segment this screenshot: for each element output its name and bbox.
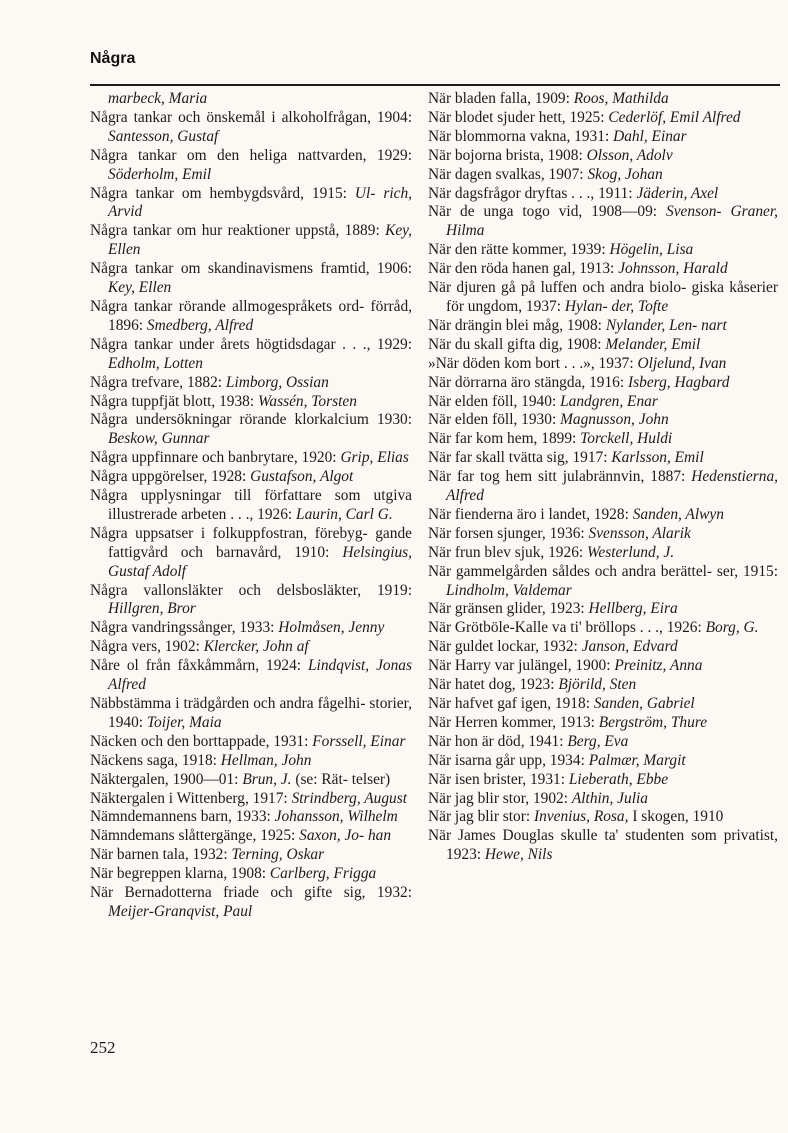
entry-title: När jag blir stor: [428,808,534,826]
index-entry [90,222,412,260]
index-entry [90,487,412,525]
entry-title: När bojorna brista, 1908: [428,146,587,164]
entry-title: Några tankar under årets högtidsdagar . . ., 1929: [90,335,412,353]
entry-author: Brun, J. [242,770,292,788]
entry-title: Några uppfinnare och banbrytare, 1920: [90,449,341,467]
entry-author: Hedenstierna, Alfred [446,468,778,505]
index-entry [90,865,412,884]
entry-title: När blodet sjuder hett, 1925: [428,108,609,126]
entry-title: När frun blev sjuk, 1926: [428,543,588,561]
index-entry [428,260,778,279]
entry-author: Sanden, Gabriel [593,695,695,712]
entry-author: Janson, Edvard [581,638,678,656]
index-entry [428,544,778,563]
entry-author: Karlsson, Emil [611,449,704,467]
entry-title: Några tankar om skandinavismens framtid, 1906: [90,260,412,278]
index-entry [428,525,778,544]
entry-author: Klercker, John af [203,638,309,656]
entry-author: Althin, Julia [571,789,648,807]
index-entry [90,90,412,109]
entry-author: Edholm, Lotten [108,354,203,372]
entry-author: Bergström, Thure [598,713,708,731]
index-entry [428,393,778,412]
entry-title: När gränsen glider, 1923: [428,600,589,618]
index-entry [90,260,412,298]
index-entry [428,411,778,430]
entry-title: När dörrarna äro stängda, 1916: [428,373,629,391]
entry-author: Grip, Elias [340,449,409,467]
entry-title: När Herren kommer, 1913: [428,713,599,731]
entry-author: Toijer, Maia [146,713,222,731]
entry-author: Smedberg, Alfred [146,316,254,334]
entry-title: När far tog hem sitt julabrännvin, 1887: [428,468,692,486]
index-entry [90,638,412,657]
index-entry [428,203,778,241]
header-rule [90,84,780,86]
entry-author: Melander, Emil [605,335,701,353]
entry-title: När gammelgården såldes och andra berättel- ser, 1915: [428,562,778,580]
entry-author: Cederlöf, Emil Alfred [608,108,741,126]
index-entry [428,147,778,166]
entry-title: När fienderna äro i landet, 1928: [428,505,633,523]
entry-title: När blommorna vakna, 1931: [428,127,614,145]
entry-title: När elden föll, 1930: [428,411,561,429]
index-entry [90,790,412,809]
index-entry [428,506,778,525]
page-header: Några [90,50,136,67]
entry-author: Key, Ellen [108,279,172,297]
index-entry [428,695,778,714]
entry-title: När isarna går upp, 1934: [428,751,589,769]
entry-author: Magnusson, John [560,411,669,429]
entry-title: Några upplysningar till författare som utgiva illustrerade arbeten . . ., 1926: [90,487,412,523]
entry-author: Hellman, John [220,751,312,769]
index-entry [428,109,778,128]
index-entry [428,468,778,506]
entry-title: När begreppen klarna, 1908: [90,865,270,883]
entry-author: Berg, Eva [567,732,629,750]
entry-author: Terning, Oskar [231,846,325,864]
entry-author: Björild, Sten [558,676,637,694]
entry-title: Nämndemannens barn, 1933: [90,808,275,826]
entry-author: Wassén, Torsten [257,392,357,410]
entry-author: Strindberg, August [291,789,407,807]
entry-author: Holmåsen, Jenny [278,619,385,637]
entry-author: Hellberg, Eira [588,600,678,618]
entry-note: (se: Rät- telser) [291,770,391,788]
entry-title: När far skall tvätta sig, 1917: [428,449,612,467]
entry-author: Ul- rich, Arvid [108,184,412,221]
entry-author: Svensson, Alarik [588,524,691,542]
entry-title: När isen brister, 1931: [428,770,569,788]
entry-title: Näktergalen i Wittenberg, 1917: [90,789,292,807]
index-entry [90,336,412,374]
entry-author: Saxon, Jo- han [299,827,392,845]
index-entry [90,733,412,752]
entry-author: Johansson, Wilhelm [274,808,398,826]
index-entry [90,827,412,846]
index-entry [90,411,412,449]
entry-title: Några tankar rörande allmogespråkets ord- förråd, 1896: [90,297,412,334]
entry-title: Några tankar och önskemål i alkoholfrågan, 1904: [90,108,412,126]
index-entry [428,790,778,809]
entry-author: Hillgren, Bror [108,600,196,618]
index-entry [428,128,778,147]
entry-author: Beskow, Gunnar [108,430,210,448]
index-entry [428,638,778,657]
entry-author: Landgren, Enar [560,392,658,410]
entry-title: Näktergalen, 1900—01: [90,770,243,788]
index-entry [90,657,412,695]
left-column [90,90,412,922]
index-entry [428,374,778,393]
index-entry [428,619,778,638]
entry-title: Näbbstämma i trädgården och andra fågelhi- storier, 1940: [90,695,412,731]
index-entry [90,771,412,790]
entry-title: Näckens saga, 1918: [90,751,221,769]
entry-author: Hewe, Nils [484,846,553,864]
entry-author: marbeck, Maria [108,90,208,107]
entry-author: Sanden, Alwyn [632,505,724,523]
index-entry [428,449,778,468]
entry-author: Preinitz, Anna [614,657,703,675]
entry-author: Olsson, Adolv [586,146,673,164]
index-entry [90,393,412,412]
entry-title: När forsen sjunger, 1936: [428,524,589,542]
index-entry [428,355,778,374]
index-entry [90,298,412,336]
entry-title: Några undersökningar rörande klorkalcium 1930: [90,411,412,429]
entry-title: När djuren gå på luffen och andra biolo- giska kåserier för ungdom, 1937: [428,279,778,315]
entry-title: När du skall gifta dig, 1908: [428,335,606,353]
entry-title: Några tankar om hembygdsvård, 1915: [90,184,355,202]
entry-title: Några trefvare, 1882: [90,373,226,391]
entry-title: När jag blir stor, 1902: [428,789,572,807]
index-entry [428,676,778,695]
entry-title: Några tuppfjät blott, 1938: [90,392,258,410]
entry-title: Några vallonsläkter och delsbosläkter, 1919: [90,581,412,599]
entry-title: Några tankar om hur reaktioner uppstå, 1889: [90,222,386,240]
page-number: 252 [90,1038,116,1057]
index-entry [428,600,778,619]
entry-title: Några uppsatser i folkuppfostran, förebyg- gande fattigvård och barnavård, 1910: [90,524,412,561]
entry-author: Santesson, Gustaf [108,127,219,145]
index-entry [428,336,778,355]
entry-title: Näcken och den borttappade, 1931: [90,732,313,750]
entry-title: Nämndemans slåttergänge, 1925: [90,827,300,845]
entry-author: Nylander, Len- nart [605,316,727,334]
entry-author: Johnsson, Harald [618,260,728,278]
index-entry [428,185,778,204]
entry-title: När hon är död, 1941: [428,732,568,750]
entry-author: Meijer-Granqvist, Paul [108,902,253,920]
entry-author: Helsingius, Gustaf Adolf [108,543,412,580]
index-entry [428,430,778,449]
index-entry [90,695,412,733]
entry-author: Borg, G. [705,619,759,637]
index-entry [428,733,778,752]
index-entry [90,525,412,582]
entry-author: Forssell, Einar [312,732,406,750]
entry-title: När far kom hem, 1899: [428,430,581,448]
entry-author: Oljelund, Ivan [637,354,727,372]
entry-title: När de unga togo vid, 1908—09: [428,203,666,221]
index-entry [428,241,778,260]
entry-title: När guldet lockar, 1932: [428,638,582,656]
entry-author: Torckell, Huldi [580,430,673,448]
index-entry [428,563,778,601]
entry-author: Limborg, Ossian [225,373,329,391]
entry-title: När elden föll, 1940: [428,392,561,410]
entry-title: När Bernadotterna friade och gifte sig, 1932: [90,884,412,902]
index-entry [90,185,412,223]
entry-title: När dagen svalkas, 1907: [428,165,588,183]
index-entry [428,714,778,733]
entry-title: När James Douglas skulle ta' studenten som privatist, 1923: [428,827,778,864]
entry-author: Söderholm, Emil [108,165,212,183]
index-entry [428,827,778,865]
entry-author: Dahl, Einar [613,127,687,145]
index-entry [90,582,412,620]
entry-author: Högelin, Lisa [609,241,694,259]
entry-note: I skogen, 1910 [628,808,724,826]
entry-author: Lindqvist, Jonas Alfred [108,657,412,694]
entry-title: När den röda hanen gal, 1913: [428,260,619,278]
entry-title: När barnen tala, 1932: [90,846,232,864]
index-entry [90,752,412,771]
entry-author: Hylan- der, Tofte [564,297,669,315]
entry-author: Westerlund, J. [587,543,675,561]
index-entry [90,619,412,638]
entry-title: När hatet dog, 1923: [428,676,559,694]
entry-author: Jäderin, Axel [636,184,719,202]
entry-title: När den rätte kommer, 1939: [428,241,610,259]
index-entry [428,279,778,317]
index-entry [428,657,778,676]
entry-title: Några uppgörelser, 1928: [90,468,251,486]
entry-author: Svenson- Graner, Hilma [446,203,778,240]
entry-title: Nåre ol från fåxkåmmårn, 1924: [90,657,308,675]
entry-author: Palmær, Margit [588,751,686,769]
entry-title: Några vers, 1902: [90,638,204,656]
index-entry [90,846,412,865]
index-entry [90,147,412,185]
entry-author: Skog, Johan [587,165,663,183]
index-entry [90,449,412,468]
right-column [428,90,778,865]
entry-author: Lindholm, Valdemar [446,581,572,599]
entry-author: Laurin, Carl G. [296,505,393,523]
index-entry [428,808,778,827]
entry-title: När hafvet gaf igen, 1918: [428,695,594,712]
entry-author: Lieberath, Ebbe [568,770,669,788]
entry-author: Key, Ellen [108,222,412,259]
entry-author: Invenius, Rosa, [534,808,629,826]
index-entry [90,374,412,393]
index-entry [90,884,412,922]
entry-author: Isberg, Hagbard [628,373,730,391]
index-entry [428,166,778,185]
entry-title: När Harry var julängel, 1900: [428,657,615,675]
index-entry [428,752,778,771]
entry-title: När dagsfrågor dryftas . . ., 1911: [428,184,637,202]
entry-author: Carlberg, Frigga [269,865,377,883]
index-entry [428,317,778,336]
index-entry [90,808,412,827]
entry-title: Några vandringssånger, 1933: [90,619,279,637]
entry-title: När Grötböle-Kalle va ti' bröllops . . ., 1926: [428,619,706,637]
index-entry [90,468,412,487]
index-entry [90,109,412,147]
entry-author: Roos, Mathilda [573,90,669,107]
index-entry [428,90,778,109]
entry-title: När drängin blei måg, 1908: [428,316,606,334]
entry-title: När bladen falla, 1909: [428,90,574,107]
index-entry [428,771,778,790]
entry-title: »När döden kom bort . . .», 1937: [428,354,638,372]
entry-author: Gustafson, Algot [250,468,354,486]
entry-title: Några tankar om den heliga nattvarden, 1929: [90,146,412,164]
